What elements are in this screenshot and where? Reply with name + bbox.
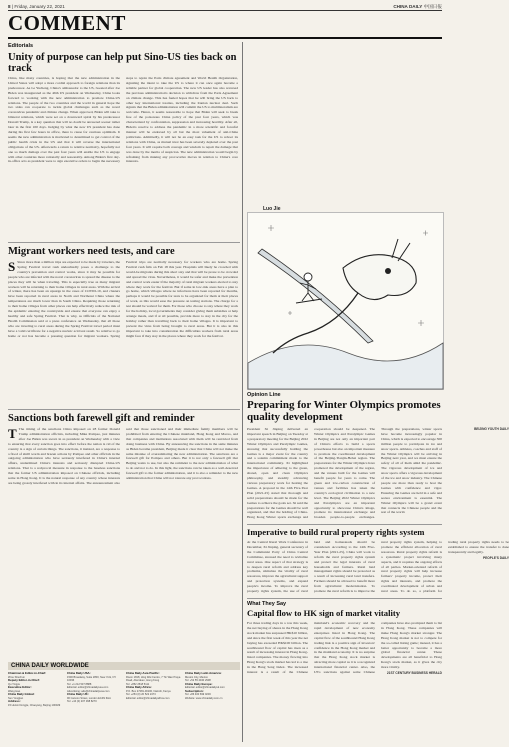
section-title-rule <box>8 37 442 39</box>
staff-line: Wang Hao <box>8 689 21 693</box>
editorial-cartoon <box>247 212 444 390</box>
staff-line: Subscription: <box>185 688 204 693</box>
staff-line: China Daily Latin America: <box>185 671 222 675</box>
what-they-say-kicker: What They Say <box>247 601 287 607</box>
editorial-3-text: The timing of the sanctions China imposed on 28 former Donald Trump administration officials, including Mike Pompeo, just minutes after Joe Biden was sworn in as president on Wednesday with a view to ensuring that every sanction goes into effect before the nation is rid of the country is a sign of certain things. The sanctions, it insisted, are a response to a flood of shrill words and brazen actions by Pompeo and other officials in the outgoing administration who have seriously interfered in China's internal affairs, undermined China's interests and seriously disrupted China-US relations. That is a reciprocal measure in response to the baseless sanctions that the former US administration imposed on Chinese officials, including some in Hong Kong. It is the natural response of any country whose interests are being grossly interfered with in its internal affairs. The announcement also said that those sanctioned and their immediate family members will be prohibited from entering the Chinese mainland, Hong Kong and Macao, and that companies and institutions associated with them will be restricted from doing business with China. By announcing the sanctions in the same minutes as Biden became president, Beijing made it clear that China will not make the same mistake of overestimating the new administration. The sanctions are a farewell gift for Pompeo and others. But it is not only a farewell gift that Beijing wants to use, but also the reminder to the new administration of what to do and not to do. In this light, the sanctions can be taken as a well-deserved farewell gift to the former administration, and it is also a reminder to the new administration that China will not tolerate any provocations. <box>8 427 238 485</box>
staff-line: China Daily USA: <box>67 671 91 675</box>
staff-line: China Daily Africa: <box>126 685 152 689</box>
editorial-2-headline: Migrant workers need tests, and care <box>8 246 175 257</box>
section-title: COMMENT <box>8 11 126 35</box>
staff-line: Mexico City, Mexico <box>185 675 208 679</box>
editorial-1-headline: Unity of purpose can help put Sino-US ties back on track <box>8 52 237 75</box>
oped-3-text: For three trading days in a row this week, the net buying of shares in the Hong Kong stock market has surpassed HK$10 billion, and since the first week of this year the net buying has exceeded HK$100 billion. The southbound flow of capital has risen as a result of increasing interest in Hong Kong-listed companies. The money flowing into Hong Kong's stock market has led to a rise in the Hang Seng Index. The increased interest is a result of the Chinese mainland's economic recovery and the rapid development of new economy enterprises listed in Hong Kong. The capital flow of the southbound Hong Kong trading link is a positive sign of investors' confidence in the Hong Kong market and in the mainland economy. It is no surprise that the Hong Kong stock market is attracting more capital as it is a recognized international financial center. Also, the US's sanctions against some Chinese companies have also prompted them to list in Hong Kong. These companies will make Hong Kong's market stronger. The Hong Kong market is not to compete for the so-called listing game; instead, it has a better opportunity to become a more global financial center. These developments are all beneficial to Hong Kong's stock market, as it gives the city more vitality. <box>247 621 442 675</box>
editorial-3-headline: Sanctions both farewell gift and reminder <box>8 413 195 424</box>
editorials-kicker: Editorials <box>8 43 34 49</box>
staff-box-title: CHINA DAILY WORLDWIDE <box>8 662 240 670</box>
staff-box <box>8 662 240 740</box>
staff-line: Tel: +254 (0) 20 522 2473 <box>126 693 156 696</box>
staff-column <box>67 672 122 707</box>
editorial-2-body <box>8 260 238 405</box>
oped-2-text: At the Central Rural Work Conference in December, Xi Jinping, general secretary of the Communist Party of China Central Committee, stressed the need to revitalize rural areas. One aspect of that strategy is to deepen rural reform and address key problems, stimulate the vitality of rural resources, improve the agricultural support and protection systems, and expand people's income. To improve the rural property rights system, the use of rural land and homesteads should be considered. According to the 14th Five-Year Plan (2021-25), China will work to reform the rural property rights system and protect the legal interests of rural households and farmers. Rural land management rights should be protected as a result of increasing rural land transfers. Farmers should be allowed to benefit more from agricultural modernization. To promote the rural reform is to improve the rural property rights system, helping to promote the efficient allocation of rural resources. Rural property rights reform is a systematic project involving many aspects, and it requires the ongoing efforts of all parties. Market-oriented reform of rural property rights will help increase farmers' property income, protect their rights and interests, and promote the coordinated development of urban and rural areas. To do so, a platform for trading rural property rights needs to be established to ensure the transfer is done transparently and legally. <box>247 540 509 594</box>
oped-3-headline: Capital flow to HK sign of market vitality <box>247 608 401 618</box>
paper-name-cn: 中国日报 <box>423 4 442 9</box>
editorial-1-body <box>8 76 238 238</box>
staff-line: Website: www.chinadaily.com.cn <box>185 696 223 700</box>
staff-line: P.O. Box 27281-00100, Nairobi, Kenya <box>126 689 171 693</box>
staff-line: Zhou Shuchun <box>8 675 25 679</box>
oped-1-byline: BEIJING YOUTH DAILY <box>474 427 509 431</box>
cartoon-credit: Luo Jie <box>263 206 281 212</box>
oped-1-text: President Xi Jinping delivered an important speech in Beijing on Tuesday at a preparatory meeting for the Beijing 2022 Winter Olympics and Paralympic Games, stressing that successfully holding the Games is a major event for the country and a solemn commitment made to the international community. Xi highlighted the importance of adhering to the green, shared, open and clean Olympics philosophy, and steadily advancing various preparatory work for hosting the Games. A proposal in the 14th Five-Year Plan (2021-25) stated that thorough and solid preparations should be made for the Games to achieve the goals set. Xi said the preparations for the Games should be well organized, and that the holding of China-Hong Kong Winter sports exchange and cooperation should be deepened. The Winter Olympics and Paralympic Games in Beijing are not only an important part of China's efforts to build a sports powerhouse but also an important measure to promote the coordinated development of the Beijing-Tianjin-Hebei region. The preparations for the Winter Olympics have promoted the development of the region, and the venues built for the Games will benefit people for years to come. The green and low-carbon construction of venues and facilities has taken the country's ecological civilization to a new level. The Beijing 2022 Winter Olympics and Paralympics are an important opportunity to showcase China's image, promote its international exchange and broaden people-to-people exchanges. Through the preparations, winter sports have become increasingly popular in China, which is expected to encourage 300 million people to participate in ice and snow sports. Athletes, coaches and staff of the Winter Olympics will be arriving in Beijing next year, and we must ensure the safety of all of them amid the pandemic. The vigorous development of ice and snow sports offers a vigorous development of the ice and snow industry. The Chinese people are more than ready to host the Games with confidence and vigor. Ensuring the Games are held in a safe and secure environment is essential. The Winter Olympics will be a grand event that connects the Chinese people and the rest of the world. <box>247 427 442 520</box>
staff-line: Tel: +1 212 537 8888 <box>67 682 92 686</box>
dropcap: T <box>8 426 17 441</box>
staff-line: Room 1818, Hing Wai Centre, 7 Tin Wan Praya Road, Aberdeen, Hong Kong <box>126 675 181 682</box>
staff-column <box>185 672 240 707</box>
staff-line: China Daily Europe: <box>185 681 213 686</box>
staff-line: Editorial: editor@chinadailyusa.com <box>67 686 109 689</box>
editorial-1-text: China, like many countries, is hoping that the new administration in the United States will adopt a more cordial approach to foreign relations than its predecessor. As Le Yucheng, China's ambassador to the US, tweeted after Joe Biden was inaugurated as the 46th US president on Wednesday, China looks forward to working with the new administration to promote China-US relations. The people of the two countries and the world in general hope the two sides can cooperate to tackle global challenges such as the novel coronavirus pandemic and climate change. When approved, Biden will take to bilateral relations, which were set on a downward spiral by his predecessor Donald Trump, is a key question that will no doubt be answered sooner rather later in the first 100 days. Judging by what the new US president has done during his first few hours in office, there is cause for cautious optimism. It seems the new administration is motivated to determined to get control of the public health crisis in the US and that it will reverse the international obligations of the US. Afterwards a return to relative normalcy, hopefully not one so much damage over the past four years will enable the US to engage with other countries more rationally and reasonably. Among Biden's first day-in-office acts as president were to sign executive orders to begin the necessary steps to rejoin the Paris climate agreement and World Health Organization, signaling the intent to take the US to where it can once again become a reliable partner for global cooperation. The new US leader has also reversed the previous administration's decision to withdraw from the Paris Agreement on climate change. This has fueled hopes that he will bring the US back to other key international treaties, including the Iranian nuclear deal. Such signals that the Biden administration will commit the US to multilateralism are welcome. Hence, it seems reasonable to hope that Biden will seek to break free of the poisonous China policy of the past four years, which was characterized by confrontation, suppression and increasing hostility. After all, Biden's resolve to address the pandemic in a more scientific and forceful manner will be endorsed by all but the most vehement of anti-China politicians. Admittedly, it will not be an easy task for the US to reboot its relations with China, as mutual trust has been severely depleted over the past four years. It will require both courage and wisdom to repair the damage that was done by the inertia of suspicion. The new administration would begin by refraining from making any provocative moves in relation to China's core interests. <box>8 76 239 164</box>
staff-column <box>8 672 63 707</box>
staff-line: Deputy Editor-in-Chief: <box>8 678 40 682</box>
staff-line: Executive Editor: <box>8 685 32 689</box>
column-divider <box>242 42 243 742</box>
staff-line: 90 Cannon Street, London EC4N 6HA <box>67 696 111 700</box>
oped-1-body <box>247 427 509 521</box>
staff-column <box>126 672 181 707</box>
issue-date: | Friday, January 22, 2021 <box>11 4 65 9</box>
staff-line: Advertising: ads@chinadailyusa.com <box>67 689 110 693</box>
oped-2-body <box>247 540 509 595</box>
staff-line: Tel: +52 55 4040 2938 <box>185 679 211 682</box>
staff-line: Qu Yingpu <box>8 682 21 686</box>
staff-line: Tel: +86 400 699 0203 <box>185 693 211 696</box>
divider <box>247 598 442 599</box>
oped-3-byline: 21ST CENTURY BUSINESS HERALD <box>386 671 442 676</box>
oped-2-headline: Imperative to build rural property rights system <box>247 527 425 537</box>
staff-line: China Daily UK: <box>67 692 89 696</box>
oped-2-byline: PEOPLE'S DAILY <box>483 555 509 560</box>
staff-line: Tel: +852 2518 5111 <box>126 682 150 686</box>
dropcap: S <box>8 259 16 274</box>
staff-line: Chairman & Editor-in-Chief: <box>8 671 47 675</box>
divider <box>8 409 240 410</box>
staff-line: Tel: +44 (0) 207 398 8270 <box>67 700 97 703</box>
staff-line: 1500 Broadway, Suite 2800, New York, NY 10036 <box>67 675 117 682</box>
editorial-3-body <box>8 427 238 657</box>
page-number: 8 <box>8 4 11 9</box>
divider <box>8 242 240 243</box>
staff-line: 15 Huixin Dongjie, Chaoyang, Beijing 100029 <box>8 703 61 707</box>
oped-1-headline: Preparing for Winter Olympics promotes quality development <box>247 399 441 423</box>
oped-3-body <box>247 621 442 741</box>
divider <box>247 524 442 525</box>
staff-line: Sun Yongjian <box>8 696 24 700</box>
opinion-kicker: Opinion Line <box>247 392 281 398</box>
paper-name-en: CHINA DAILY <box>393 4 423 9</box>
staff-line: China Daily Global: <box>8 692 35 696</box>
staff-box-grid <box>8 670 240 707</box>
editorial-2-text: Since more than a million trips are expected to be made by travelers, the Spring Festival travel rush undoubtedly poses a challenge to the country's prevention and control works, since it may be possible for people who are infected with the novel coronavirus to spread the disease to the places they will be when traveling. This is especially true as many migrant workers will be returning to their home villages in rural areas. With the arrival of winter, there has been an upsurge in the cases of COVID-19, and clusters have been reported in rural areas in North and Northeast China where the temperatures are much lower than in South China. Requiring those returning to their home villages from other places can help effectively reduce the risk of the epidemic entering the countryside and ensure that everyone can enjoy a healthy and safe Spring Festival. That is why, as Officials of the National Health Commission said at a press conference on Wednesday, that all those who are traveling to rural areas during the Spring Festival travel period must have a valid certificate for a negative nucleic acid test result. So relative to go home or not has become a pressing question for migrant workers. Spring Festival trips are normally necessary for workers who are home. Spring Festival rush falls on Feb 18 this year. Hospitals will likely be crowded with would-be migrants during this short stay and that will be prone to be crowded and spread the virus. Nevertheless, it would be safer and make the prevention and control work easier if the majority of rural migrant workers elected to stay where they work for the festival. But if some in low-risk areas have a plan to go home, which villages where no infections have been reported for months, perhaps it would be possible for tests to be organized for them at their places of work, as this would ease the pressure on testing stations. The charge for a test should be waived for them. For those who choose to stay where they work for the holiday, local governments may consider giving them subsidies or help arrange meals, and if at all possible, provide more to stay in the city for the holiday rather than travelling back to their home villages. It is important to prevent the virus from being brought to rural areas. But it is also in this important to take into consideration the difficulties workers from rural areas might face if they stay in the places where they work for the festival. <box>8 260 238 338</box>
page-info <box>8 4 65 9</box>
staff-line: Editorial: editor@chinadailyafrica.com <box>126 696 170 700</box>
staff-line: Editorial: editor@chinadailyuk.com <box>185 686 225 689</box>
staff-line: China Daily Asia Pacific: <box>126 671 160 675</box>
staff-line: Address: <box>8 699 21 703</box>
cartoon-illustration <box>248 213 443 389</box>
